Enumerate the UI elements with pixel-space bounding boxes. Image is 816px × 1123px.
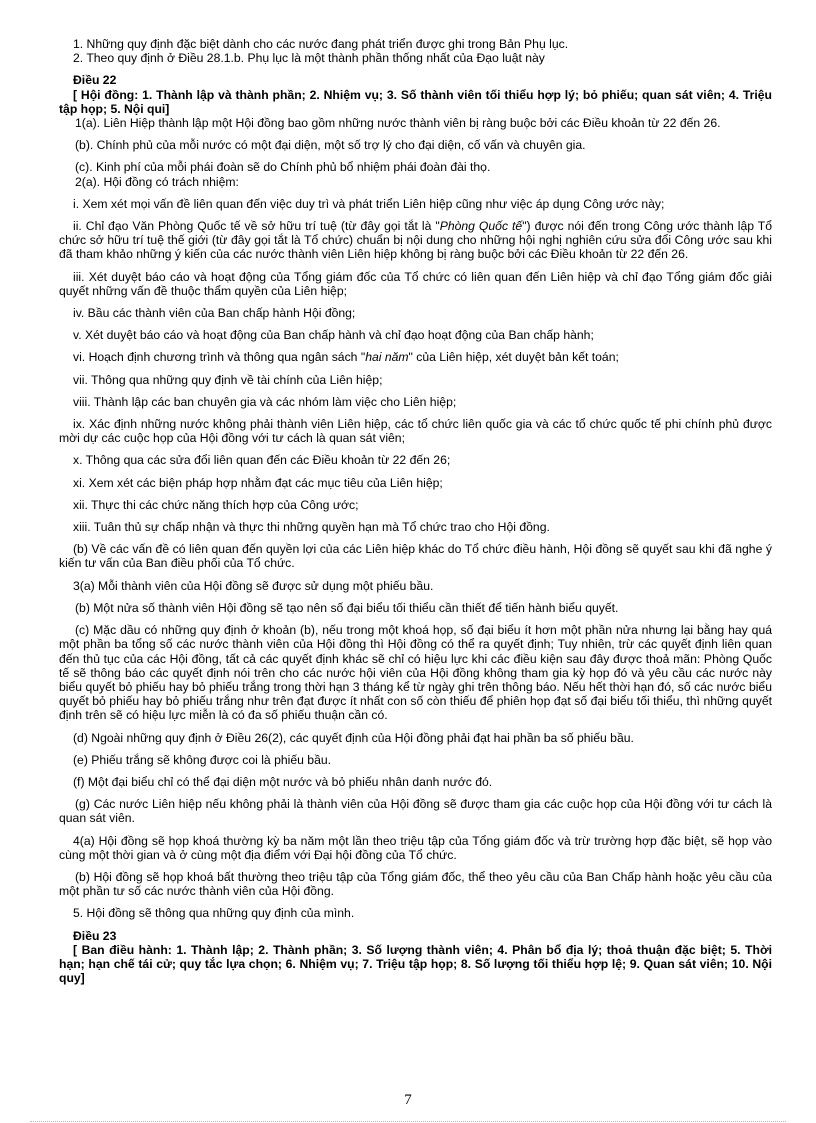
document-body <box>59 37 772 985</box>
paragraph-3c: (c) Mặc dầu có những quy định ở khoản (b), nếu trong một khoá họp, số đại biểu ít hơn một phần nửa nhưng lại bằng hay quá một phần ba tổng số các nước thành viên của Hội đồng thì Hội đồng có thể ra quyết định; Tuy nhiên, trừ các quyết định liên quan đến thủ tục của các Hội đồng, tất cả các quyết định khác sẽ chỉ có hiệu lực khi các điều kiện sau đây được thoả mãn: Phòng Quốc tế sẽ thông báo các quyết định nói trên cho các nước hội viên của Hội đồng không tham gia kỳ họp đó và yêu cầu các nước này biểu quyết bỏ phiếu hay bỏ phiếu trắng trong thời hạn 3 tháng kể từ ngày ghi trên thông báo. Nếu hết thời hạn đó, số các nước biểu quyết bỏ phiếu hay bỏ phiếu trắng như trên đạt được ít nhất con số còn thiếu để phiên họp đạt số đại biểu tối thiểu, thì những quyết định trên sẽ có hiệu lực miễn là có đa số phiếu thuận cần có. <box>59 623 772 723</box>
paragraph-appendix-1: 1. Những quy định đặc biệt dành cho các nước đang phát triển được ghi trong Bản Phụ lục. <box>73 37 569 51</box>
footer-dotted-rule <box>30 1121 786 1122</box>
item-ii-emphasis: Phòng Quốc tế <box>439 219 523 234</box>
paragraph-2b: (b) Về các vấn đề có liên quan đến quyền lợi của các Liên hiệp khác do Tổ chức điều hành, Hội đồng sẽ quyết sau khi đã nghe ý kiến tư vấn của Ban điều phối của Tổ chức. <box>59 542 772 571</box>
item-viii: viii. Thành lập các ban chuyên gia và các nhóm làm việc cho Liên hiệp; <box>73 394 457 409</box>
paragraph-3b: (b) Một nửa số thành viên Hội đồng sẽ tạo nên số đại biểu tối thiểu cần thiết để tiến hành biểu quyết. <box>75 600 619 615</box>
item-vi <box>59 350 772 364</box>
paragraph-1a: 1(a). Liên Hiệp thành lập một Hội đồng bao gồm những nước thành viên bị ràng buộc bởi các Điều khoản từ 22 đến 26. <box>75 116 721 131</box>
paragraph-1c: (c). Kinh phí của mỗi phái đoàn sẽ do Chính phủ bổ nhiệm phái đoàn đài thọ. <box>75 160 491 175</box>
paragraph-3e: (e) Phiếu trắng sẽ không được coi là phiếu bầu. <box>73 752 332 767</box>
item-iii: iii. Xét duyệt báo cáo và hoạt động của Tổng giám đốc của Tổ chức có liên quan đến Liên hiệp và chỉ đạo Tổng giám đốc giải quyết những vấn đề thuộc thẩm quyền của Liên hiệp; <box>59 269 772 298</box>
item-xi: xi. Xem xét các biện pháp hợp nhằm đạt các mục tiêu của Liên hiệp; <box>73 475 443 490</box>
item-ix: ix. Xác định những nước không phải thành viên Liên hiệp, các tổ chức liên quốc gia và các tổ chức quốc tế phi chính phủ được mời dự các cuộc họp của Hội đồng với tư cách là quan sát viên; <box>59 417 772 446</box>
paragraph-3f: (f) Một đại biểu chỉ có thể đại diện một nước và bỏ phiếu nhân danh nước đó. <box>73 774 493 789</box>
page-number: 7 <box>404 1092 412 1108</box>
paragraph-4b: (b) Hội đồng sẽ họp khoá bất thường theo triệu tập của Tổng giám đốc, thể theo yêu cầu của Ban Chấp hành hoặc yêu cầu của một phần tư số các nước thành viên của Hội đồng. <box>59 869 772 899</box>
paragraph-3d: (d) Ngoài những quy định ở Điều 26(2), các quyết định của Hội đồng phải đạt hai phần ba số phiếu bầu. <box>73 730 634 745</box>
item-ii <box>59 219 772 262</box>
item-xiii: xiii. Tuân thủ sự chấp nhận và thực thi những quyền hạn mà Tổ chức trao cho Hội đồng. <box>73 520 550 535</box>
paragraph-5: 5. Hội đồng sẽ thông qua những quy định của mình. <box>73 906 355 921</box>
paragraph-3a: 3(a) Mỗi thành viên của Hội đồng sẽ được sử dụng một phiếu bầu. <box>73 578 434 593</box>
item-i: i. Xem xét mọi vấn đề liên quan đến việc duy trì và phát triển Liên hiệp cũng như việc áp dụng Công ước này; <box>73 196 665 211</box>
paragraph-appendix-2: 2. Theo quy định ở Điều 28.1.b. Phụ lục là một thành phần thống nhất của Đạo luật này <box>73 51 545 66</box>
item-vi-text-start: vi. Hoạch định chương trình và thông qua ngân sách " <box>73 350 366 365</box>
item-v: v. Xét duyệt báo cáo và hoạt động của Ban chấp hành và chỉ đạo hoạt động của Ban chấp hành; <box>73 328 594 343</box>
paragraph-4a: 4(a) Hội đồng sẽ họp khoá thường kỳ ba năm một lần theo triệu tập của Tổng giám đốc và trừ trường hợp đặc biệt, sẽ họp vào cùng một thời gian và ở cùng một địa điểm với Đại hội đồng của Tổ chức. <box>59 833 772 862</box>
paragraph-3g: (g) Các nước Liên hiệp nếu không phải là thành viên của Hội đồng sẽ được tham gia các cuộc họp của Hội đồng với tư cách là quan sát viên. <box>59 797 772 826</box>
item-iv: iv. Bầu các thành viên của Ban chấp hành Hội đồng; <box>73 306 356 321</box>
item-xii: xii. Thực thi các chức năng thích hợp của Công ước; <box>73 497 359 512</box>
article-23-heading: Điều 23 <box>73 928 117 943</box>
item-vi-emphasis: hai năm <box>365 350 409 365</box>
article-22-subtitle: [ Hội đồng: 1. Thành lập và thành phần; 2. Nhiệm vụ; 3. Số thành viên tối thiểu hợp lý; bỏ phiếu; quan sát viên; 4. Triệu tập họp; 5. Nội qui] <box>59 87 772 116</box>
article-23-subtitle: [ Ban điều hành: 1. Thành lập; 2. Thành phần; 3. Số lượng thành viên; 4. Phân bổ địa lý; thoả thuận đặc biệt; 5. Thời hạn; hạn chế tái cử; quy tắc lựa chọn; 6. Nhiệm vụ; 7. Triệu tập họp; 8. Số lượng tối thiểu hợp lệ; 9. Quan sát viên; 10. Nội quy] <box>59 942 772 986</box>
item-ii-text-end: ") được nói đến trong Công ước thành lập Tổ chức sở hữu trí tuệ thế giới (từ đây gọi tắt là Tổ chức) chuẩn bị nội dung cho những hội nghị nghiên cứu sửa đổi Công ước sau khi đã tham khảo những ý kiến của các nước thành viên Liên hiệp không bị ràng buộc bởi các Điều khoản từ 22 đến 26. <box>59 219 773 262</box>
paragraph-2a: 2(a). Hội đồng có trách nhiệm: <box>75 174 239 189</box>
article-22-heading: Điều 22 <box>73 73 117 88</box>
item-x: x. Thông qua các sửa đổi liên quan đến các Điều khoản từ 22 đến 26; <box>73 453 451 468</box>
paragraph-1b: (b). Chính phủ của mỗi nước có một đại diện, một số trợ lý cho đại diện, cố vấn và chuyên gia. <box>75 138 586 153</box>
item-ii-text-start: ii. Chỉ đạo Văn Phòng Quốc tế về sở hữu trí tuệ (từ đây gọi tắt là " <box>73 219 440 234</box>
item-vii: vii. Thông qua những quy định về tài chính của Liên hiệp; <box>73 372 383 387</box>
item-vi-text-end: " của Liên hiệp, xét duyệt bản kết toán; <box>408 350 619 365</box>
